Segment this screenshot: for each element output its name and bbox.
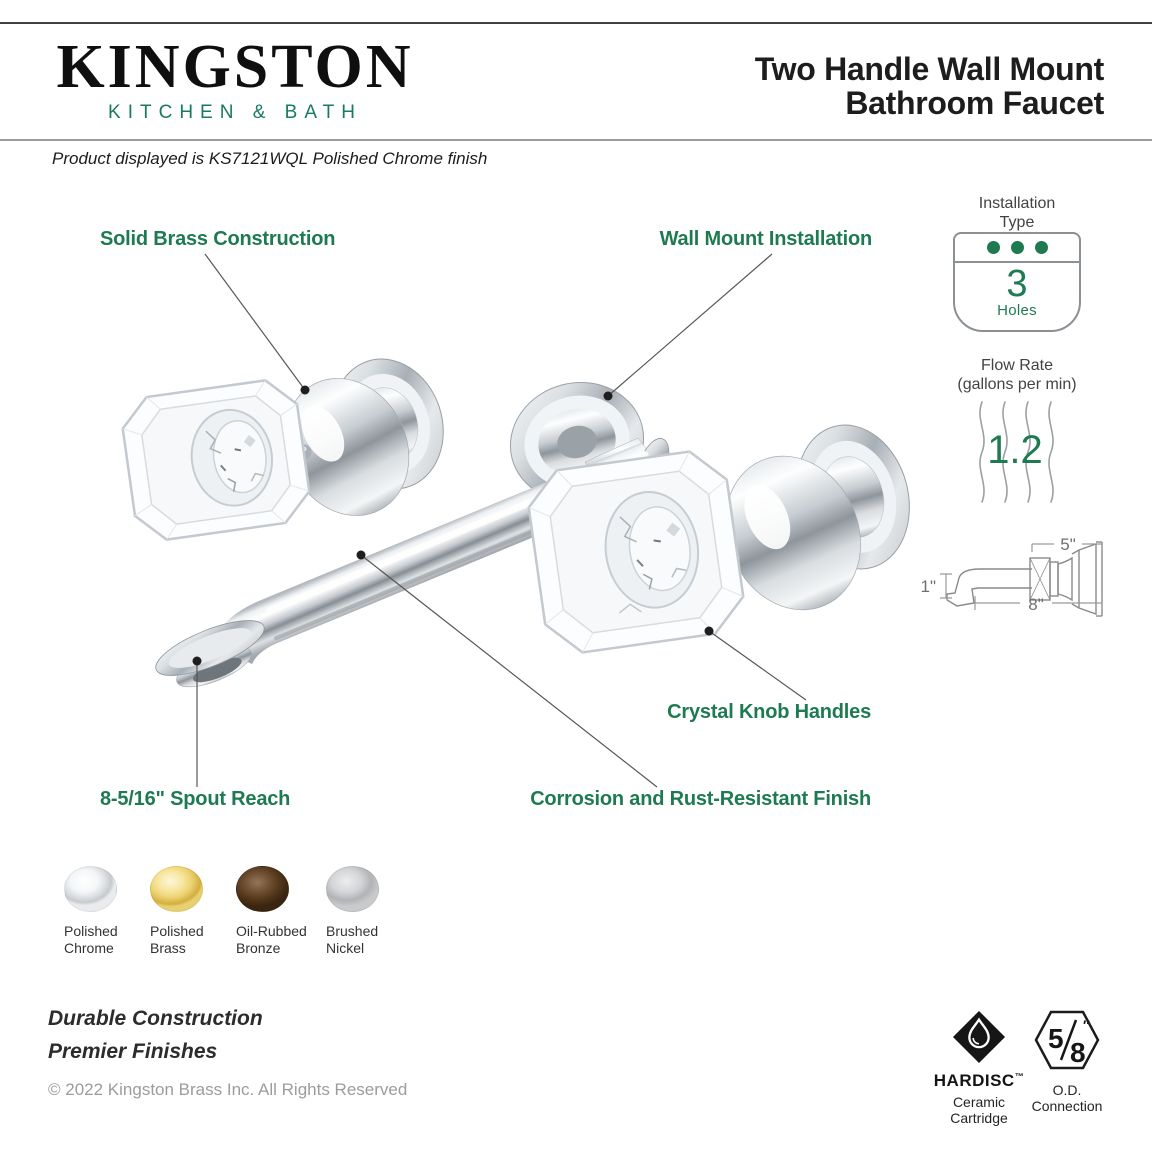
holes-count: 3 bbox=[1006, 263, 1028, 305]
callout-corrosion: Corrosion and Rust-Resistant Finish bbox=[530, 788, 871, 810]
hardisc-diamond-icon bbox=[952, 1010, 1006, 1064]
finish-label: Brushed Nickel bbox=[326, 923, 379, 956]
copyright-notice: © 2022 Kingston Brass Inc. All Rights Reserved bbox=[48, 1080, 408, 1099]
callout-crystal-knob: Crystal Knob Handles bbox=[667, 701, 871, 723]
od-connection-badge bbox=[1010, 1006, 1124, 1114]
flow-rate-title-line2: (gallons per min) bbox=[957, 376, 1077, 393]
mount-hole-dot bbox=[1011, 241, 1024, 254]
callout-line-wall-mount bbox=[608, 254, 772, 396]
dimension-bottom-label: 8" bbox=[1028, 595, 1044, 614]
mount-hole-dot bbox=[1035, 241, 1048, 254]
mount-hole-dot bbox=[987, 241, 1000, 254]
flow-rate-figure bbox=[945, 398, 1085, 510]
callout-line-solid-brass bbox=[205, 254, 305, 390]
cartridge-brand: HARDISC™ bbox=[933, 1071, 1025, 1090]
right-crystal-knob bbox=[524, 447, 748, 657]
left-crystal-knob bbox=[119, 376, 313, 543]
holes-unit: Holes bbox=[997, 302, 1037, 319]
callout-line-crystal-knob bbox=[709, 631, 806, 700]
finish-brushed-nickel bbox=[326, 866, 412, 957]
flow-rate-value: 1.2 bbox=[987, 428, 1043, 472]
installation-title-line2: Type bbox=[999, 214, 1035, 231]
connection-prime: ″ bbox=[1083, 1017, 1090, 1033]
connection-denominator: 8 bbox=[1070, 1037, 1086, 1068]
spout-dimension-diagram bbox=[900, 526, 1115, 622]
polished-brass-swatch bbox=[150, 866, 203, 912]
connection-caption: O.D. Connection bbox=[1031, 1082, 1103, 1114]
finish-oil-rubbed-bronze bbox=[236, 866, 326, 957]
callout-solid-brass: Solid Brass Construction bbox=[100, 228, 336, 250]
feature-durable-construction: Durable Construction bbox=[48, 1007, 263, 1030]
feature-premier-finishes: Premier Finishes bbox=[48, 1040, 218, 1063]
finish-label: Polished Chrome bbox=[64, 923, 118, 956]
installation-title-line1: Installation bbox=[978, 195, 1056, 212]
dimension-lines bbox=[940, 544, 1102, 610]
spout-outline bbox=[947, 542, 1102, 616]
finish-polished-brass bbox=[150, 866, 236, 957]
flow-rate-title-line1: Flow Rate bbox=[980, 357, 1054, 374]
finish-polished-chrome bbox=[64, 866, 150, 957]
flow-rate-title bbox=[932, 356, 1102, 394]
five-eighths-hexagon-icon bbox=[1034, 1006, 1100, 1074]
finish-options bbox=[64, 866, 412, 957]
oil-rubbed-bronze-swatch bbox=[236, 866, 289, 912]
brushed-nickel-swatch bbox=[326, 866, 379, 912]
brand-name: KINGSTON bbox=[56, 33, 414, 101]
dimension-top-label: 5" bbox=[1060, 535, 1076, 554]
callout-wall-mount: Wall Mount Installation bbox=[659, 228, 872, 250]
installation-type-title bbox=[932, 194, 1102, 232]
connection-numerator: 5 bbox=[1048, 1023, 1064, 1054]
cartridge-caption: Ceramic Cartridge bbox=[950, 1094, 1008, 1126]
left-handle bbox=[119, 345, 460, 544]
page-title-line2: Bathroom Faucet bbox=[845, 85, 1104, 121]
mount-holes-row bbox=[955, 234, 1079, 263]
finish-label: Oil-Rubbed Bronze bbox=[236, 923, 307, 956]
polished-chrome-swatch bbox=[64, 866, 117, 912]
page-title-line1: Two Handle Wall Mount bbox=[754, 51, 1104, 87]
dimension-left-label: 1" bbox=[920, 577, 936, 596]
callout-spout-reach: 8-5/16" Spout Reach bbox=[100, 788, 291, 810]
brand-subtitle: KITCHEN & BATH bbox=[108, 102, 362, 123]
product-note: Product displayed is KS7121WQL Polished Chrome finish bbox=[52, 149, 488, 168]
installation-type-icon bbox=[953, 232, 1081, 332]
finish-label: Polished Brass bbox=[150, 923, 204, 956]
